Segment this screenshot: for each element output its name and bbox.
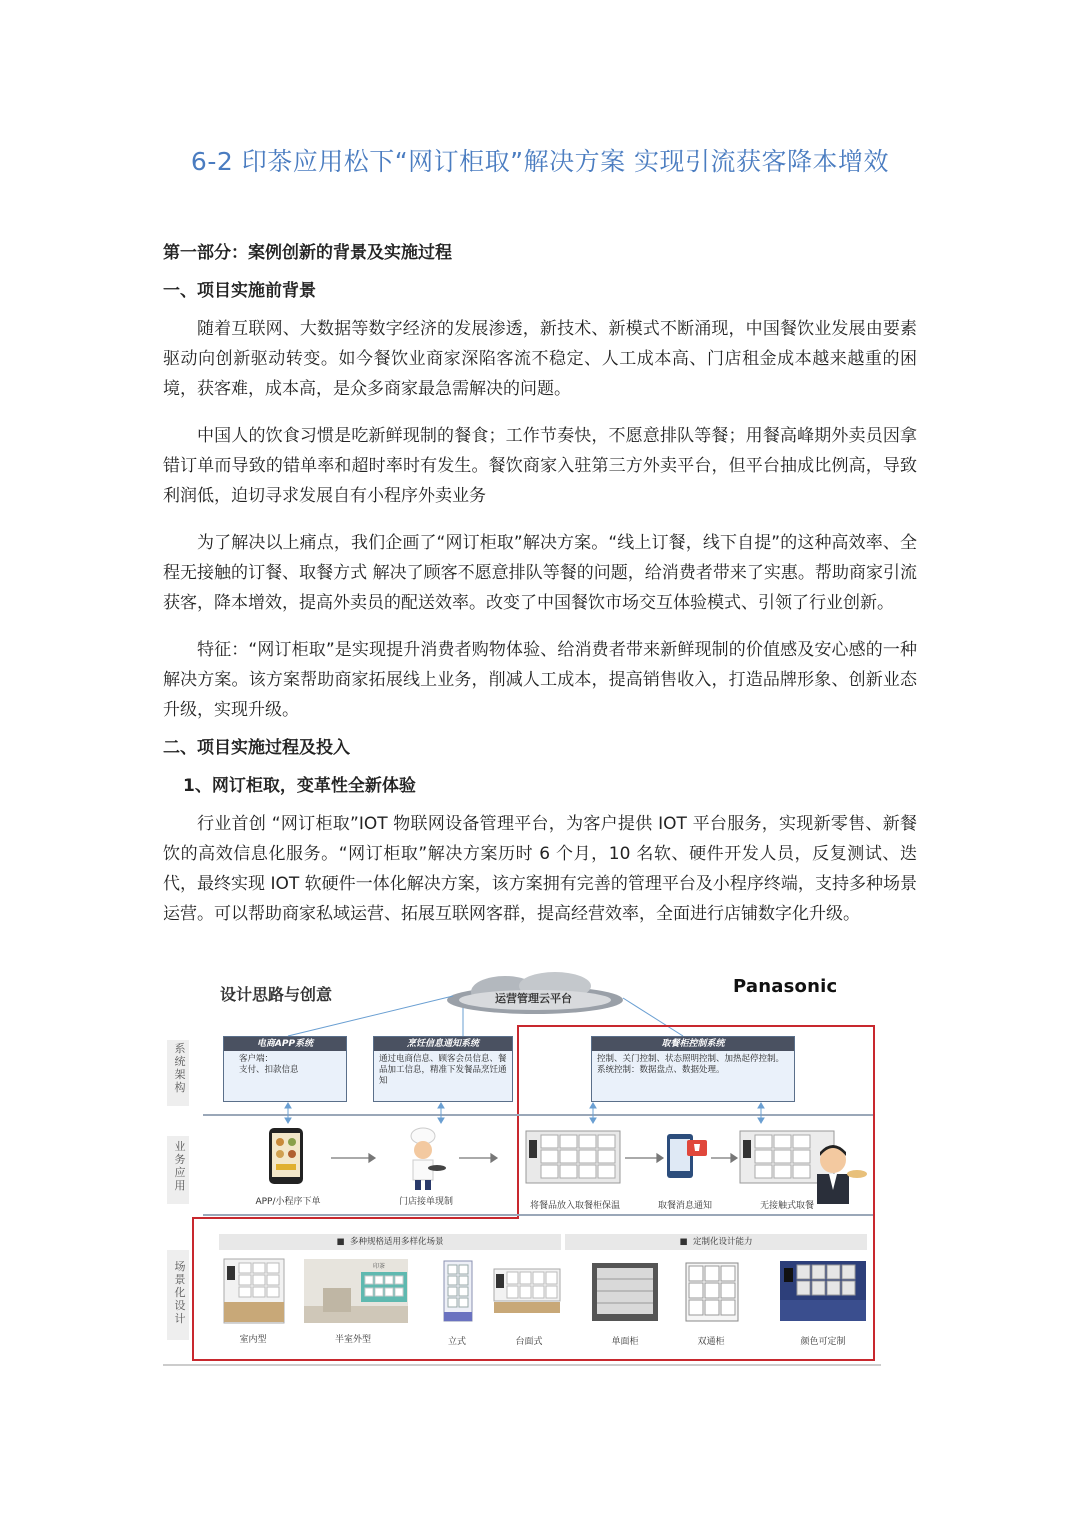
cloud-platform-label: 运营管理云平台 [495, 992, 572, 1005]
banner-custom-label: 定制化设计能力 [692, 1237, 753, 1247]
vertical-arrows [163, 1102, 881, 1126]
paragraph-5: 行业首创 “网订柜取”IOT 物联网设备管理平台，为客户提供 IOT 平台服务，实现新零售、新餐饮的高效信息化服务。“网订柜取”解决方案历时 6 个月，10 名软、硬件开发人员，反复测试、迭代，最终实现 IOT 软硬件一体化解决方案，该方案拥有完善的管理平台及小程序终端，支持多种场景运营。可以帮助商家私域运营、拓展互联网客群，提高经营效率，全面进行店铺数字化升级。 [163, 814, 917, 924]
app-system-box [223, 1036, 347, 1102]
flow-step-3: 将餐品放入取餐柜保温 [529, 1201, 620, 1211]
document-body [163, 238, 917, 937]
diagram-title: 设计思路与创意 [220, 985, 333, 1004]
subsection-heading: 1、网订柜取，变革性全新体验 [183, 776, 416, 796]
semi-outdoor-locker-icon [303, 1258, 409, 1324]
flow-step-1: APP/小程序下单 [255, 1197, 321, 1207]
page-title: 6-2 印茶应用松下“网订柜取”解决方案 实现引流获客降本增效 [190, 147, 890, 176]
locker-system-box [591, 1036, 795, 1102]
flow-step-4: 取餐消息通知 [657, 1201, 712, 1211]
product-custom-color: 颜色可定制 [800, 1337, 846, 1347]
app-system-line2: 支付、扣款信息 [239, 1065, 299, 1075]
single-side-locker-icon [591, 1262, 659, 1322]
standing-locker-icon [443, 1260, 473, 1322]
product-indoor: 室内型 [239, 1335, 267, 1345]
indoor-locker-icon [223, 1258, 285, 1324]
row-separator-2 [203, 1214, 873, 1216]
counter-locker-icon [493, 1268, 561, 1314]
product-standing: 立式 [447, 1337, 466, 1347]
paragraph-2: 中国人的饮食习惯是吃新鲜现制的餐食；工作节奏快，不愿意排队等餐；用餐高峰期外卖员因拿错订单而导致的错单率和超时率时有发生。餐饮商家入驻第三方外卖平台，但平台抽成比例高，导致利润低，迫切寻求发展自有小程序外卖业务 [163, 426, 917, 506]
product-counter: 台面式 [515, 1337, 543, 1347]
banner-scenarios: ■ 多种规格适用多样化场景 [219, 1234, 561, 1250]
locker-system-line2: 系统控制：数据盘点、数据处理。 [597, 1065, 725, 1075]
panasonic-logo: Panasonic [733, 976, 838, 997]
section-heading-process: 二、项目实施过程及投入 [163, 738, 350, 758]
notify-system-title: 烹饪信息通知系统 [374, 1037, 512, 1051]
paragraph-3: 为了解决以上痛点，我们企画了“网订柜取”解决方案。“线上订餐，线下自提”的这种高效率、全程无接触的订餐、取餐方式 解决了顾客不愿意排队等餐的问题，给消费者带来了实惠。帮助商家引流获客，降本增效，提高外卖员的配送效率。改变了中国餐饮市场交互体验模式、引领了行业创新。 [163, 533, 917, 613]
row-label-scenario: 场景化设计 [174, 1260, 186, 1325]
app-system-title: 电商APP系统 [224, 1037, 346, 1051]
part-heading: 第一部分：案例创新的背景及实施过程 [163, 243, 452, 263]
product-semi-outdoor: 半室外型 [334, 1335, 371, 1345]
kiosk-sign: 印茶 [373, 1263, 386, 1270]
paragraph-4: 特征：“网订柜取”是实现提升消费者购物体验、给消费者带来新鲜现制的价值感及安心感的一种解决方案。该方案帮助商家拓展线上业务，削减人工成本，提高销售收入，打造品牌形象、创新业态升级，实现升级。 [163, 640, 917, 720]
banner-custom: ■ 定制化设计能力 [565, 1234, 867, 1250]
product-double-sided: 双通柜 [697, 1337, 725, 1347]
section-heading-background: 一、项目实施前背景 [163, 281, 316, 301]
banner-scenarios-label: 多种规格适用多样化场景 [349, 1237, 444, 1247]
notify-system-box [373, 1036, 513, 1102]
locker-system-line1: 控制、关门控制、状态照明控制、加热起停控制。 [597, 1054, 785, 1064]
locker-system-title: 取餐柜控制系统 [592, 1037, 794, 1051]
solution-diagram [163, 968, 881, 1366]
flow-step-5: 无接触式取餐 [759, 1201, 814, 1211]
row-label-system: 系统架构 [174, 1042, 186, 1094]
paragraph-1: 随着互联网、大数据等数字经济的发展渗透，新技术、新模式不断涌现，中国餐饮业发展由要素驱动向创新驱动转变。如今餐饮业商家深陷客流不稳定、人工成本高、门店租金成本越来越重的困境，获客难，成本高，是众多商家最急需解决的问题。 [163, 319, 917, 399]
custom-color-locker-icon [779, 1260, 867, 1322]
flow-arrows [163, 1148, 881, 1168]
row-label-business: 业务应用 [174, 1140, 186, 1192]
app-system-line1: 客户端： [239, 1054, 274, 1064]
product-single-side: 单面柜 [611, 1337, 639, 1347]
flow-step-2: 门店接单现制 [398, 1197, 453, 1207]
notify-system-body: 通过电商信息、顾客会员信息、餐品加工信息，精准下发餐品烹饪通知 [379, 1054, 507, 1086]
double-sided-locker-icon [685, 1262, 739, 1322]
